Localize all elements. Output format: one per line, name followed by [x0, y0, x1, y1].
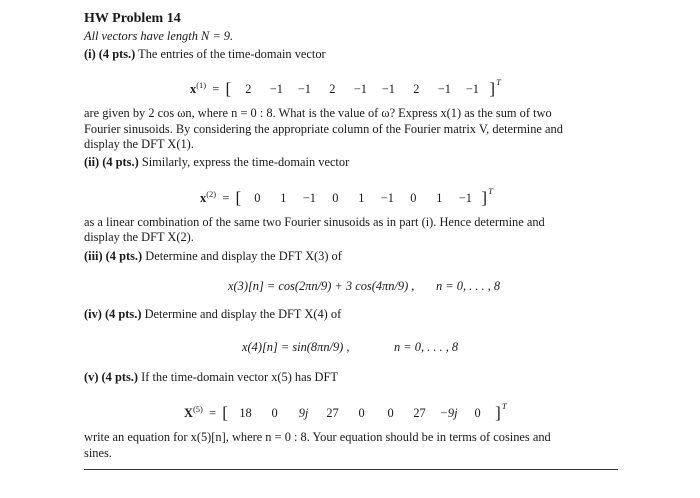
intro-text: All vectors have length N = 9. [84, 29, 234, 43]
bottom-rule [84, 469, 618, 470]
part1-entry: −1 [269, 82, 283, 96]
part5-heading [84, 370, 338, 385]
part2-entry: 1 [436, 191, 443, 205]
part2-text-line1: as a linear combination of the same two Fourier sinusoids as in part (i). Hence determine and [84, 215, 545, 229]
part2-lead: Similarly, express the time-domain vector [141, 155, 350, 169]
part5-entry: 18 [239, 406, 252, 420]
part1-lead: The entries of the time-domain vector [138, 47, 326, 61]
part5-entry: 0 [358, 406, 365, 420]
part1-vector-sup: (1) [196, 80, 207, 90]
part2-entry: 0 [410, 191, 417, 205]
part5-label: (v) (4 pts.) [84, 370, 139, 384]
part1-vector-equation: $x^{(1)}$ = [ 2 −1 −1 2 −1 −1 2 −1 −1 ]$^T$ [190, 77, 501, 98]
part3-label: (iii) (4 pts.) [84, 249, 143, 263]
part1-label: (i) (4 pts.) [84, 47, 136, 61]
part1-entry: −1 [297, 82, 311, 96]
part5-entry: 0 [474, 406, 481, 420]
part1-vector-name: x [190, 82, 197, 96]
part2-entry: −1 [302, 191, 316, 205]
part5-text-line1: write an equation for x(5)[n], where n = 0 : 8. Your equation should be in terms of cosines and [84, 430, 551, 444]
part5-text-line2: sines. [84, 446, 112, 460]
part2-entry: −1 [380, 191, 394, 205]
part5-entry: 27 [326, 406, 339, 420]
part1-entry: −1 [381, 82, 395, 96]
problem-title: HW Problem 14 [84, 11, 181, 26]
part5-entry: 27 [413, 406, 426, 420]
part1-entry: 2 [329, 82, 336, 96]
part2-entry: 1 [358, 191, 365, 205]
part3-equation: x(3)[n] = cos(2πn/9) + 3 cos(4πn/9) , [228, 279, 415, 293]
part3-lead: Determine and display the DFT X(3) of [145, 249, 342, 263]
part2-text-line2: display the DFT X(2). [84, 230, 194, 244]
part2-heading [84, 155, 349, 170]
part5-entry: 9j [298, 406, 309, 420]
part2-vector-name: x [200, 191, 207, 205]
part2-entry: 0 [254, 191, 261, 205]
part4-lead: Determine and display the DFT X(4) of [144, 307, 342, 321]
part2-entries [244, 191, 478, 205]
part2-entry: 0 [332, 191, 339, 205]
part1-entry: −1 [353, 82, 367, 96]
part1-entries [234, 82, 486, 96]
part3-range: n = 0, . . . , 8 [436, 279, 501, 293]
part1-text-line2: Fourier sinusoids. By considering the appropriate column of the Fourier matrix V, determine and [84, 122, 563, 136]
part3-heading [84, 249, 342, 264]
part5-vector-sup: (5) [192, 404, 203, 414]
part5-lead: If the time-domain vector x(5) has DFT [141, 370, 338, 384]
part1-entry: 2 [413, 82, 420, 96]
part5-vector-equation: $X^{(5)}$ = [ 18 0 9j 27 0 0 27 −9j 0 ]$^T$ [184, 401, 507, 422]
part1-text-line3: display the DFT X(1). [84, 137, 194, 151]
part2-entry: 1 [280, 191, 287, 205]
part4-equation: x(4)[n] = sin(8πn/9) , [242, 340, 350, 354]
part2-entry: −1 [458, 191, 472, 205]
part5-entry: −9j [439, 406, 458, 420]
part1-heading [84, 47, 326, 62]
part2-vector-equation: $x^{(2)}$ = [ 0 1 −1 0 1 −1 0 1 −1 ]$^T$ [200, 186, 493, 207]
part5-entry: 0 [387, 406, 394, 420]
part1-entry: −1 [465, 82, 479, 96]
part2-vector-sup: (2) [206, 189, 217, 199]
part5-entry: 0 [271, 406, 278, 420]
part5-vector-name: X [184, 406, 193, 420]
part4-label: (iv) (4 pts.) [84, 307, 142, 321]
part1-text-line1: are given by 2 cos ωn, where n = 0 : 8. What is the value of ω? Express x(1) as the sum of two [84, 106, 552, 120]
part1-entry: 2 [245, 82, 252, 96]
part4-heading [84, 307, 341, 322]
part2-label: (ii) (4 pts.) [84, 155, 139, 169]
part4-range: n = 0, . . . , 8 [394, 340, 459, 354]
part5-entries [231, 406, 492, 420]
part1-entry: −1 [437, 82, 451, 96]
